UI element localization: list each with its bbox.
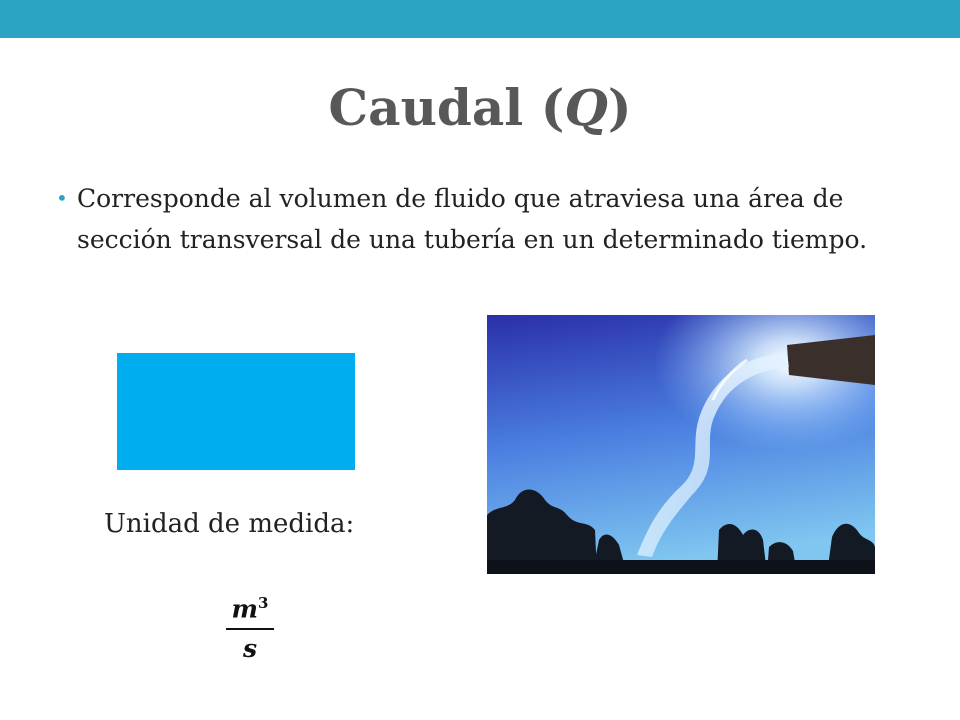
title-symbol: Q [564,78,608,137]
bullet-item [56,178,906,260]
bullet-icon: • [56,186,68,210]
header-accent-bar [0,0,960,38]
bullet-text: Corresponde al volumen de fluido que atraviesa una área de sección transversal de una tubería en un determinado tiempo. [77,184,868,254]
numerator-exponent: 3 [258,594,269,612]
title-suffix: ) [607,78,632,137]
blue-rectangle [117,353,355,470]
water-pouring-photo [487,315,875,574]
title-prefix: Caudal ( [328,78,565,137]
slide-title [0,78,960,137]
numerator-base: m [231,594,258,624]
unit-fraction [220,588,280,664]
fraction-numerator [220,588,280,624]
fraction-bar [226,628,274,630]
unit-label: Unidad de medida: [104,509,355,539]
fraction-denominator: s [242,634,258,664]
